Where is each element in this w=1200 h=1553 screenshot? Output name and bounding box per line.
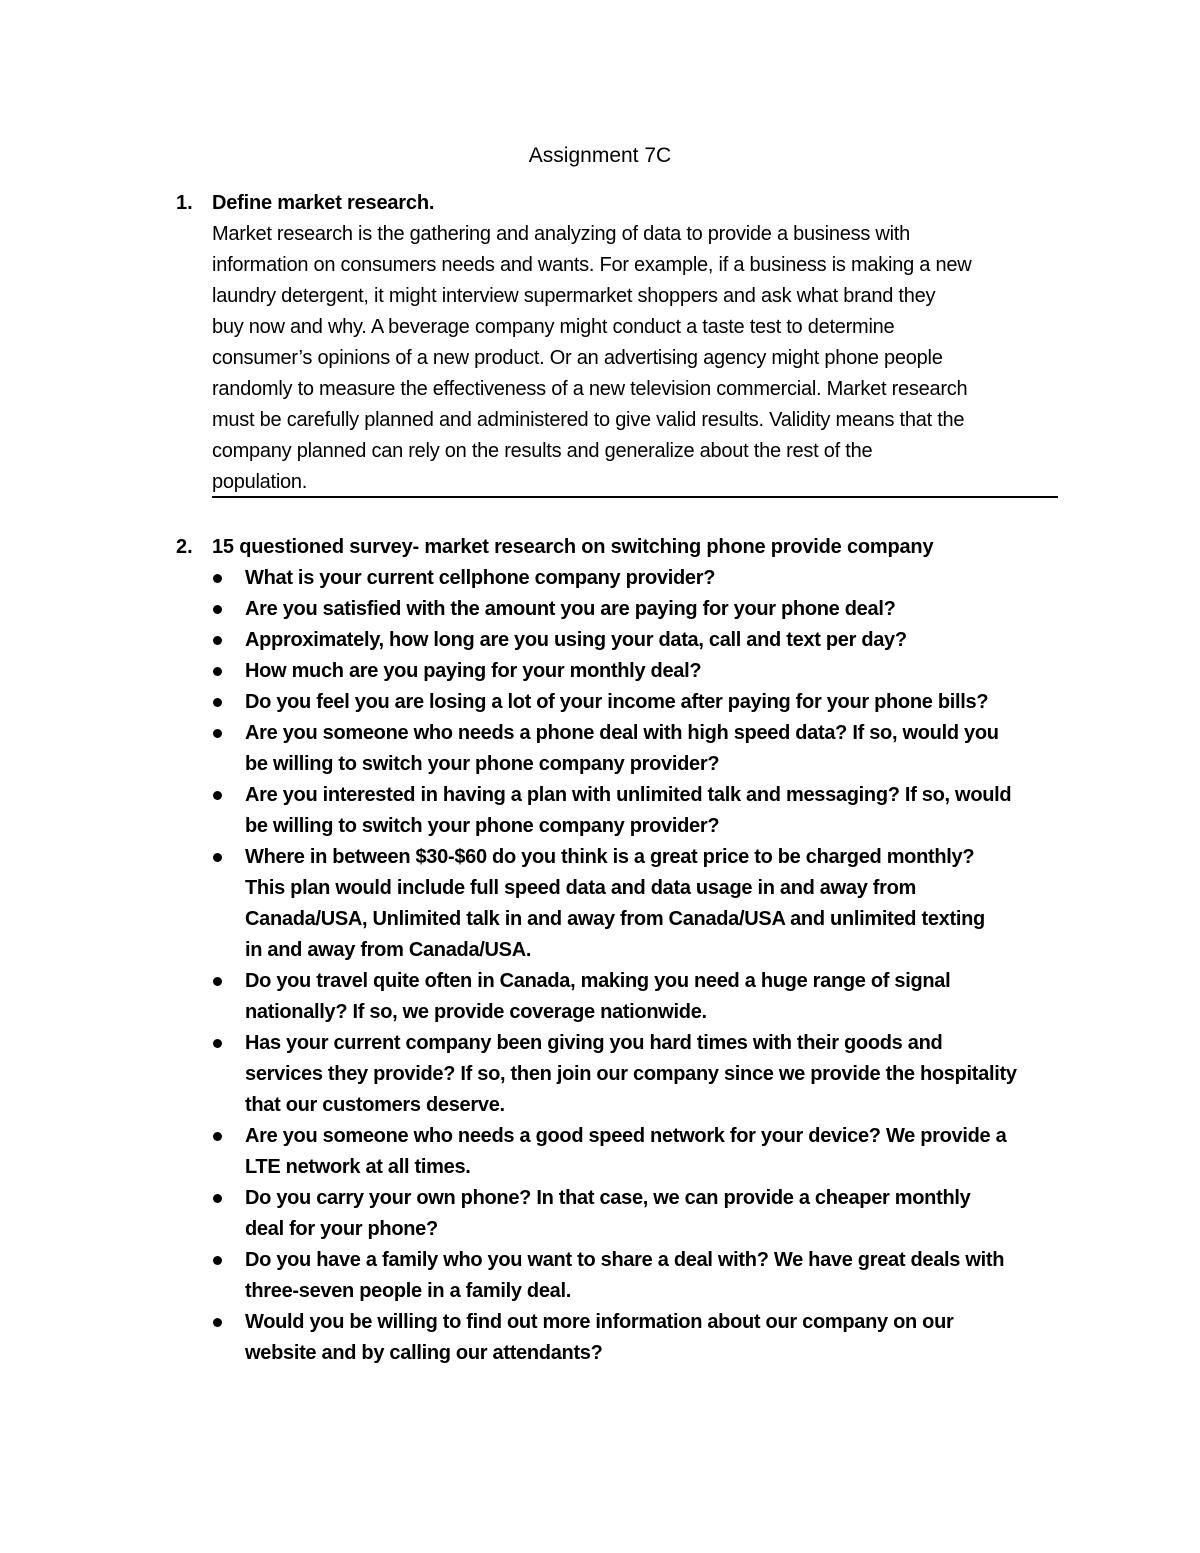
survey-question-line: deal for your phone? [245,1218,438,1240]
survey-question-line: Are you satisfied with the amount you are paying for your phone deal? [245,598,896,620]
answer-line: buy now and why. A beverage company might conduct a taste test to determine [212,316,895,338]
bullet-icon [213,667,222,676]
survey-question-text [245,1183,1075,1245]
answer-line: Market research is the gathering and analyzing of data to provide a business with [212,223,910,245]
survey-question-item [0,842,1075,966]
bullet-icon [213,977,222,986]
bullet-icon [213,1132,222,1141]
survey-question-line: in and away from Canada/USA. [245,939,532,961]
survey-question-line: Approximately, how long are you using your data, call and text per day? [245,629,907,651]
survey-question-list [0,563,1200,1369]
bullet-icon [213,636,222,645]
survey-question-item [0,1245,1075,1307]
section-1-answer [212,219,1060,498]
survey-question-item [0,687,1075,718]
section-2-number: 2. [176,536,193,558]
survey-question-text [245,1245,1075,1307]
survey-question-line: services they provide? If so, then join our company since we provide the hospitality [245,1063,1017,1085]
survey-question-text [245,625,1075,656]
bullet-icon [213,729,222,738]
bullet-icon [213,1318,222,1327]
survey-question-line: Are you interested in having a plan with unlimited talk and messaging? If so, would [245,784,1012,806]
survey-question-line: be willing to switch your phone company provider? [245,815,720,837]
survey-question-line: How much are you paying for your monthly deal? [245,660,702,682]
survey-question-line: Do you feel you are losing a lot of your income after paying for your phone bills? [245,691,989,713]
survey-question-text [245,656,1075,687]
survey-question-line: nationally? If so, we provide coverage nationwide. [245,1001,707,1023]
answer-line: information on consumers needs and wants. For example, if a business is making a new [212,254,972,276]
survey-question-line: that our customers deserve. [245,1094,505,1116]
survey-question-line: Where in between $30-$60 do you think is a great price to be charged monthly? [245,846,975,868]
survey-question-line: Are you someone who needs a phone deal with high speed data? If so, would you [245,722,999,744]
survey-question-line: Do you travel quite often in Canada, making you need a huge range of signal [245,970,951,992]
section-divider [212,496,1058,498]
survey-question-text [245,1121,1075,1183]
bullet-icon [213,698,222,707]
survey-question-item [0,780,1075,842]
survey-question-line: LTE network at all times. [245,1156,471,1178]
survey-question-line: website and by calling our attendants? [245,1342,603,1364]
survey-question-line: Do you carry your own phone? In that case, we can provide a cheaper monthly [245,1187,971,1209]
survey-question-item [0,1028,1075,1121]
survey-question-text [245,780,1075,842]
bullet-icon [213,574,222,583]
survey-question-text [245,1307,1075,1369]
bullet-icon [213,1194,222,1203]
answer-line: must be carefully planned and administered to give valid results. Validity means that the [212,409,965,431]
section-2-heading: 15 questioned survey- market research on switching phone provide company [212,536,934,558]
section-1-heading: Define market research. [212,192,435,214]
survey-question-text [245,1028,1075,1121]
survey-question-line: What is your current cellphone company provider? [245,567,716,589]
bullet-icon [213,1039,222,1048]
survey-question-item [0,966,1075,1028]
survey-question-text [245,563,1075,594]
survey-question-item [0,718,1075,780]
survey-question-text [245,842,1075,966]
survey-question-line: Are you someone who needs a good speed network for your device? We provide a [245,1125,1007,1147]
survey-question-item [0,1121,1075,1183]
survey-question-text [245,687,1075,718]
survey-question-item [0,1307,1075,1369]
survey-question-line: Canada/USA, Unlimited talk in and away from Canada/USA and unlimited texting [245,908,985,930]
answer-line: company planned can rely on the results and generalize about the rest of the [212,440,873,462]
survey-question-line: three-seven people in a family deal. [245,1280,571,1302]
bullet-icon [213,791,222,800]
bullet-icon [213,1256,222,1265]
survey-question-line: Has your current company been giving you hard times with their goods and [245,1032,943,1054]
page-title: Assignment 7C [528,144,672,167]
survey-question-text [245,718,1075,780]
survey-question-line: Would you be willing to find out more information about our company on our [245,1311,954,1333]
answer-line: randomly to measure the effectiveness of a new television commercial. Market research [212,378,968,400]
survey-question-item [0,1183,1075,1245]
answer-line: consumer’s opinions of a new product. Or an advertising agency might phone people [212,347,943,369]
survey-question-text [245,966,1075,1028]
survey-question-item [0,563,1075,594]
survey-question-line: Do you have a family who you want to share a deal with? We have great deals with [245,1249,1005,1271]
section-1-number: 1. [176,192,193,214]
survey-question-text [245,594,1075,625]
answer-line: population. [212,471,308,493]
answer-line: laundry detergent, it might interview supermarket shoppers and ask what brand they [212,285,936,307]
survey-question-line: be willing to switch your phone company provider? [245,753,720,775]
survey-question-item [0,656,1075,687]
survey-question-item [0,594,1075,625]
survey-question-item [0,625,1075,656]
survey-question-line: This plan would include full speed data and data usage in and away from [245,877,917,899]
bullet-icon [213,853,222,862]
bullet-icon [213,605,222,614]
